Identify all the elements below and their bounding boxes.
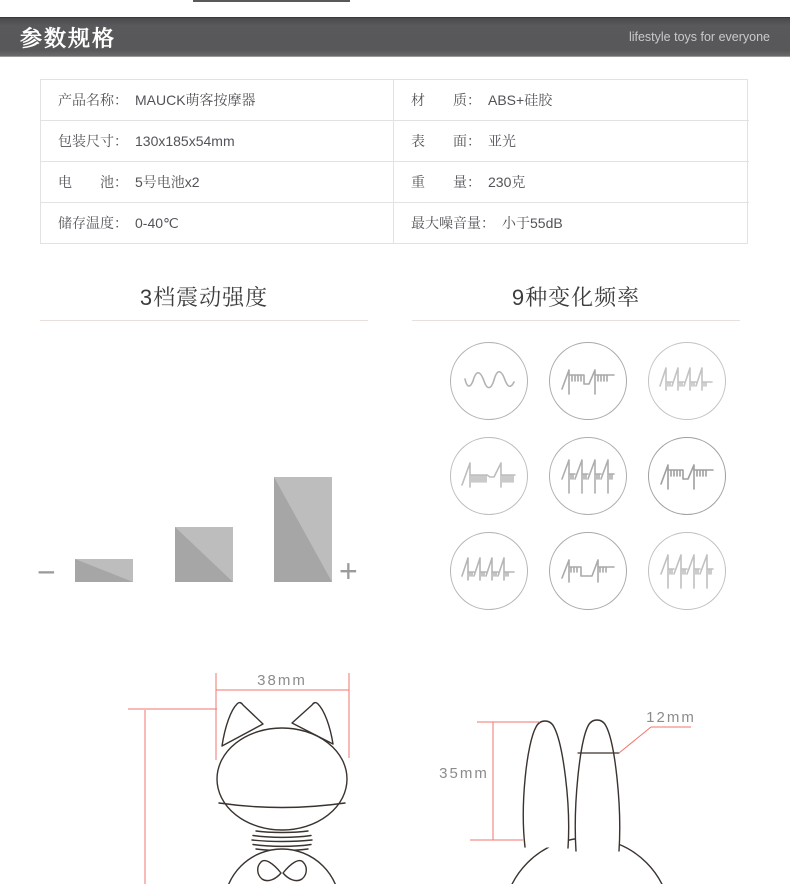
spec-cell-weight (394, 161, 749, 202)
minus-icon: − (37, 554, 56, 590)
ear-width-dimension-label: 12mm (646, 709, 696, 726)
spec-label: 最大噪音量： (411, 215, 495, 231)
intensity-bars-chart (75, 476, 333, 582)
ear-height-dimension-label: 35mm (439, 765, 489, 782)
rabbit-right-ear (575, 720, 619, 851)
spec-label: 电 池： (58, 174, 128, 190)
frequency-title-underline (412, 320, 740, 321)
intensity-bar (75, 559, 133, 582)
spec-cell-package-size (41, 120, 394, 161)
spec-value: 230克 (488, 174, 526, 190)
cat-dimension-drawing (110, 660, 360, 884)
pulse-comb-step-icon (549, 342, 627, 420)
page-title: 参数规格 (20, 25, 117, 51)
intensity-bar (274, 477, 332, 582)
spec-label: 材 质： (411, 92, 481, 108)
pulse-comb-flat-icon (549, 532, 627, 610)
quad-spike-comb-icon (648, 342, 726, 420)
spec-label: 重 量： (411, 174, 481, 190)
spec-value: 130x185x54mm (135, 133, 235, 149)
spec-value: 亚光 (488, 133, 516, 149)
brand-tagline: lifestyle toys for everyone (628, 30, 770, 44)
spec-value: MAUCK萌客按摩器 (135, 92, 256, 108)
rabbit-outline (503, 720, 671, 884)
quad-tall-spike-comb-light-icon (648, 532, 726, 610)
vibration-title-underline (40, 320, 368, 321)
spec-label: 表 面： (411, 133, 481, 149)
cat-neck-threads (252, 831, 312, 851)
quad-tall-spike-comb-icon (549, 437, 627, 515)
rabbit-dimension-drawing (430, 700, 700, 884)
section-header-bar (0, 17, 790, 57)
pulse-comb-step-bold-icon (648, 437, 726, 515)
spec-cell-max-noise (394, 202, 749, 243)
cat-outline (217, 703, 347, 884)
quad-spike-comb-rail-icon (450, 532, 528, 610)
cat-width-dimension-label: 38mm (257, 672, 307, 689)
rabbit-left-ear (523, 721, 568, 848)
spec-label: 储存温度： (58, 215, 128, 231)
spec-value: 0-40℃ (135, 215, 179, 231)
spec-cell-product-name (41, 80, 394, 120)
spec-label: 产品名称： (58, 92, 128, 108)
spec-label: 包装尺寸： (58, 133, 128, 149)
intensity-bar (175, 527, 233, 582)
spec-value: 小于55dB (502, 215, 563, 231)
cat-body (224, 849, 340, 884)
spec-value: ABS+硅胶 (488, 92, 553, 108)
cat-head (217, 728, 347, 830)
spec-cell-surface (394, 120, 749, 161)
frequency-pattern-grid (450, 342, 726, 610)
spec-value: 5号电池x2 (135, 174, 200, 190)
spec-cell-storage-temp (41, 202, 394, 243)
double-spike-long-comb-icon (450, 437, 528, 515)
spec-cell-material (394, 80, 749, 120)
plus-icon: + (339, 553, 358, 589)
vibration-section-title: 3档震动强度 (139, 285, 269, 310)
sine-wave-icon (450, 342, 528, 420)
spec-cell-battery (41, 161, 394, 202)
frequency-section-title: 9种变化频率 (511, 285, 641, 310)
spec-table (40, 79, 748, 244)
top-edge-fragment (193, 0, 350, 2)
